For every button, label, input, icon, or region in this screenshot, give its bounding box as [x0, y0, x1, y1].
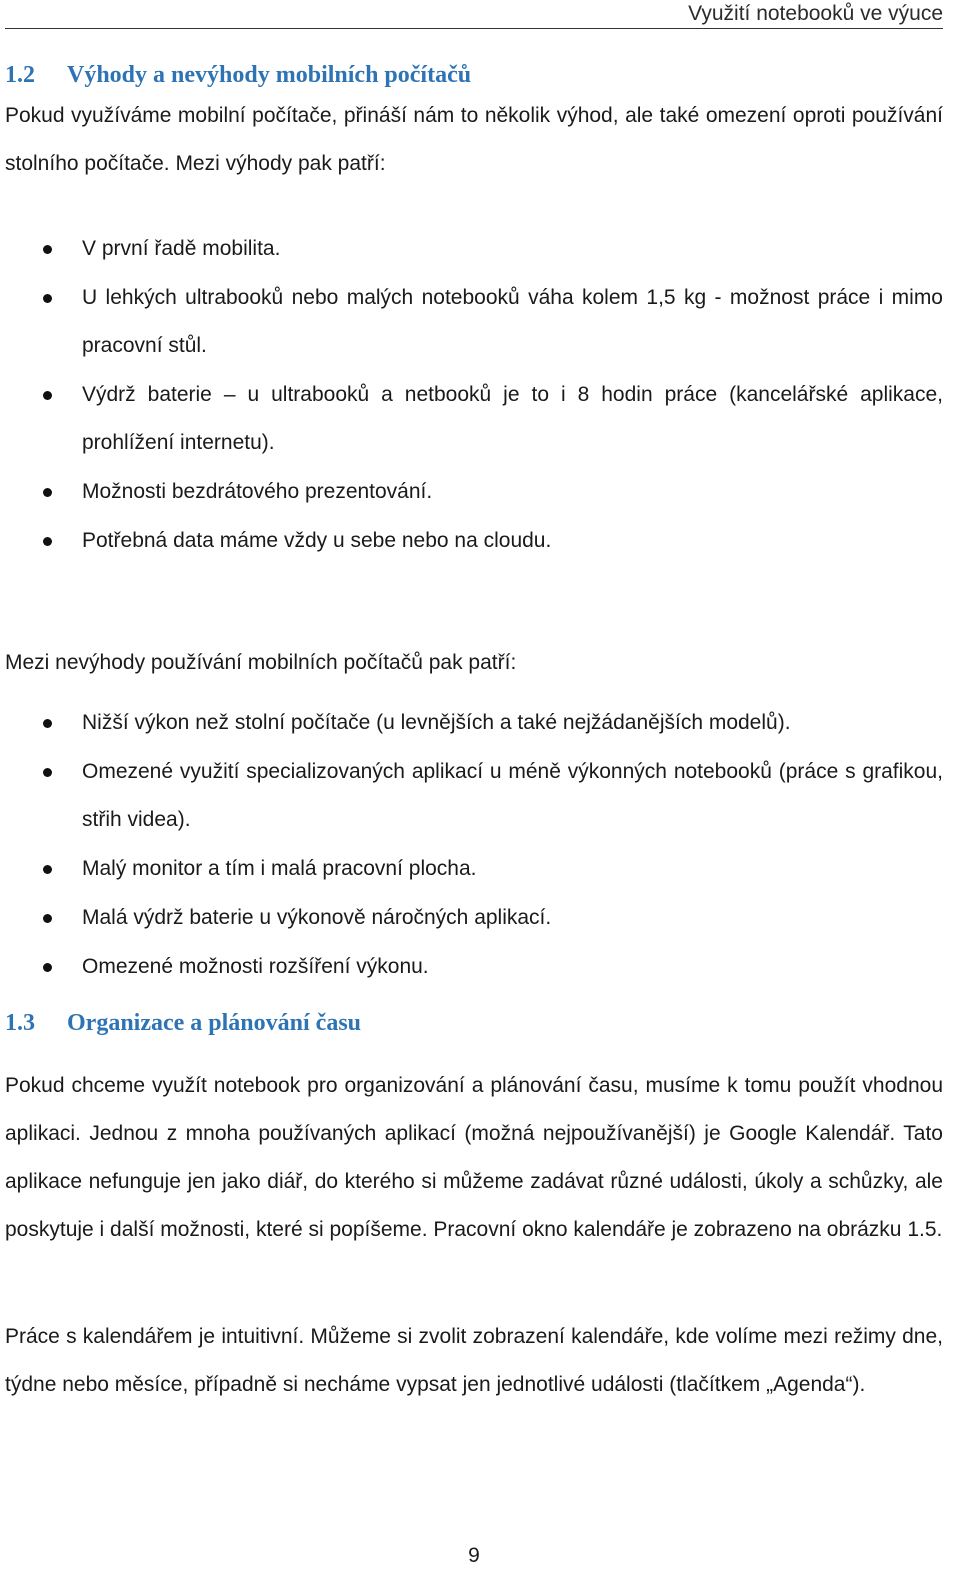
bullet-icon [43, 391, 52, 400]
list-item [5, 517, 943, 565]
section-title: Výhody a nevýhody mobilních počítačů [67, 62, 472, 88]
advantages-intro-paragraph: Pokud využíváme mobilní počítače, přináší nám to několik výhod, ale také omezení oproti používání stolního počítače. Mezi výhody pak patří: [5, 104, 943, 175]
list-item [5, 748, 943, 844]
list-item-text: U lehkých ultrabooků nebo malých notebooků váha kolem 1,5 kg - možnost práce i mimo pracovní stůl. [82, 286, 943, 357]
section-number: 1.2 [5, 62, 35, 88]
list-item-text: V první řadě mobilita. [82, 237, 281, 260]
section-number: 1.3 [5, 1010, 35, 1036]
disadvantages-intro-paragraph: Mezi nevýhody používání mobilních počítačů pak patří: [5, 651, 517, 674]
bullet-icon [43, 914, 52, 923]
list-item [5, 845, 943, 893]
bullet-icon [43, 963, 52, 972]
list-item-text: Malý monitor a tím i malá pracovní plocha. [82, 857, 477, 880]
advantages-list [5, 225, 943, 566]
section-heading-1-3 [5, 1010, 361, 1037]
list-item-text: Výdrž baterie – u ultrabooků a netbooků je to i 8 hodin práce (kancelářské aplikace, prohlížení internetu). [82, 383, 943, 454]
running-header: Využití notebooků ve výuce [5, 0, 943, 29]
bullet-icon [43, 245, 52, 254]
bullet-icon [43, 294, 52, 303]
list-item [5, 699, 943, 747]
section-heading-1-2 [5, 62, 471, 89]
list-item [5, 894, 943, 942]
bullet-icon [43, 865, 52, 874]
list-item-text: Omezené možnosti rozšíření výkonu. [82, 955, 429, 978]
list-item-text: Malá výdrž baterie u výkonově náročných aplikací. [82, 906, 552, 929]
list-item-text: Nižší výkon než stolní počítače (u levnějších a také nejžádanějších modelů). [82, 711, 791, 734]
calendar-usage-paragraph: Práce s kalendářem je intuitivní. Můžeme si zvolit zobrazení kalendáře, kde volíme mezi režimy dne, týdne nebo měsíce, případně si necháme vypsat jen jednotlivé události (tlačítkem „Agenda“). [5, 1325, 943, 1396]
section-title: Organizace a plánování času [67, 1010, 362, 1036]
bullet-icon [43, 768, 52, 777]
bullet-icon [43, 719, 52, 728]
document-page [5, 0, 943, 1593]
list-item [5, 371, 943, 467]
list-item-text: Potřebná data máme vždy u sebe nebo na cloudu. [82, 529, 552, 552]
page-number: 9 [468, 1544, 480, 1567]
list-item [5, 943, 943, 991]
list-item-text: Možnosti bezdrátového prezentování. [82, 480, 433, 503]
disadvantages-list [5, 699, 943, 992]
list-item [5, 225, 943, 273]
list-item [5, 468, 943, 516]
bullet-icon [43, 488, 52, 497]
list-item [5, 274, 943, 370]
bullet-icon [43, 537, 52, 546]
calendar-intro-paragraph: Pokud chceme využít notebook pro organizování a plánování času, musíme k tomu použít vhodnou aplikaci. Jednou z mnoha používaných aplikací (možná nejpoužívanější) je Google Kalendář. Tato aplikace nefunguje jen jako diář, do kterého si můžeme zadávat různé události, úkoly a schůzky, ale poskytuje i další možnosti, které si popíšeme. Pracovní okno kalendáře je zobrazeno na obrázku 1.5. [5, 1074, 943, 1241]
list-item-text: Omezené využití specializovaných aplikací u méně výkonných notebooků (práce s grafikou, střih videa). [82, 760, 943, 831]
